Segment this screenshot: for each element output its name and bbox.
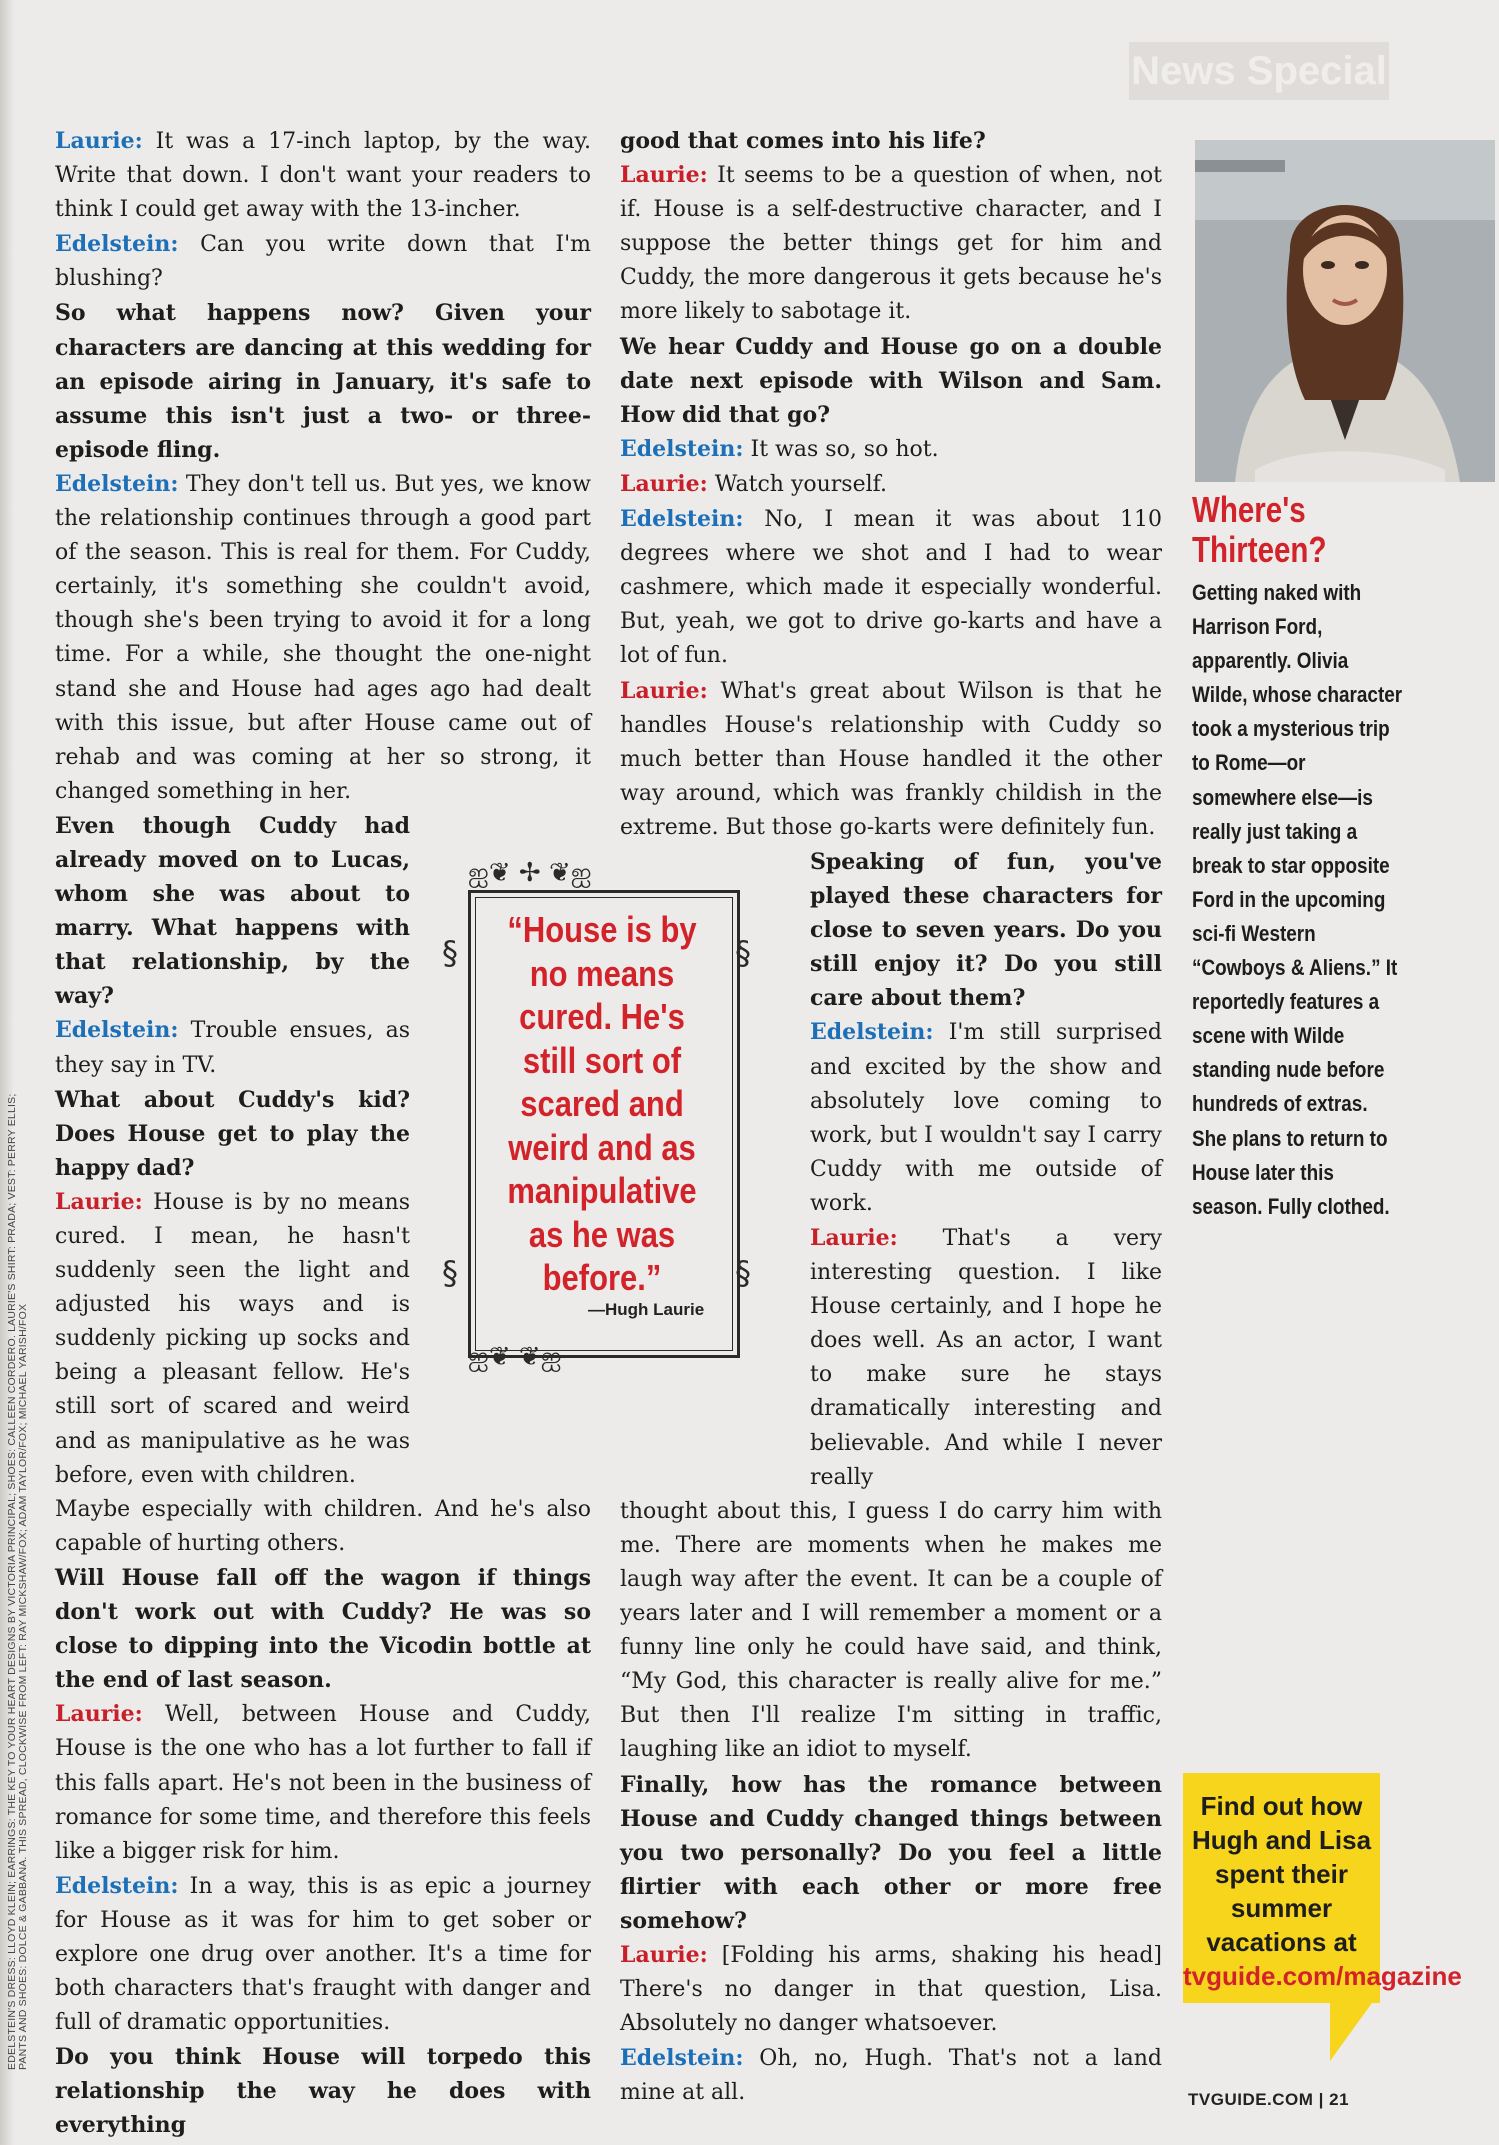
pull-quote (438, 860, 768, 1380)
section-tag: News Special (1129, 42, 1389, 100)
speaker-name: Edelstein: (55, 231, 179, 258)
speaker-name: Laurie: (55, 128, 143, 154)
answer-text: Oh, no, Hugh. That's not a land mine at all. (620, 2046, 1162, 2106)
speaker-name: Edelstein: (620, 435, 744, 462)
speaker-name: Edelstein: (55, 1017, 179, 1044)
answer-text: In a way, this is as epic a journey for House as it was for him to get sober or explore one drug over another. It's a time for both characters that's fraught with danger and full of dramatic opportunities. (55, 1873, 591, 2036)
answer-text: That's a very interesting question. I like House certainly, and I hope he does well. As an actor, I want to make sure he stays dramatically interesting and believable. And while I never really (810, 1226, 1162, 1490)
interview-question: Will House fall off the wagon if things don't work out with Cuddy? He was so close to dipping into the Vicodin bottle at the end of last season. (55, 1564, 591, 1694)
interview-question: Even though Cuddy had already moved on to Lucas, whom she was about to marry. What happens with that relationship, by the way? (55, 812, 410, 1010)
speaker-name: Edelstein: (810, 1019, 934, 1046)
answer-text: Can you write down that I'm blushing? (55, 232, 591, 292)
answer-text: It was so, so hot. (750, 436, 939, 462)
interview-answer (620, 467, 1162, 502)
answer-text: Trouble ensues, as they say in TV. (55, 1018, 410, 1078)
interview-answer (55, 1697, 591, 1868)
portrait-illustration (1195, 140, 1495, 482)
sidebar-box (1192, 490, 1407, 1224)
answer-text: [Folding his arms, shaking his head] There's no danger in that question, Lisa. Absolutely no danger whatsoever. (620, 1942, 1162, 2037)
speaker-name: Laurie: (55, 1701, 143, 1728)
answer-text: It was a 17-inch laptop, by the way. Write that down. I don't want your readers to think I could get away with the 13-incher. (55, 129, 591, 223)
interview-question: So what happens now? Given your characters are dancing at this wedding for an episode airing in January, it's safe to assume this isn't just a two- or three-episode fling. (55, 300, 591, 463)
answer-text: Maybe especially with children. And he's also capable of hurting others. (55, 1496, 591, 1556)
interview-question: We hear Cuddy and House go on a double date next episode with Wilson and Sam. How did that go? (620, 333, 1162, 428)
speaker-name: Laurie: (55, 1188, 143, 1215)
pull-quote-text: “House is by no means cured. He's still sort of scared and weird and as manipulative as he was before.” (507, 909, 697, 1298)
interview-question: Speaking of fun, you've played these characters for close to seven years. Do you still enjoy it? Do you still care about them? (810, 848, 1162, 1012)
photo-credit-text: EDELSTEIN'S DRESS: LLOYD KLEIN; EARRINGS: THE KEY TO YOUR HEART DESIGNS BY VICTORIA PRINCIPAL; SHOES: CALLEEN CORDERO. LAURIE'S SHIRT: PRADA; VEST: PERRY ELLIS; PANTS AND SHOES: DOLCE & GABBANA. THIS SPREAD, CLOCKWISE FROM LEFT: RAY MICKSHAW/FOX; ADAM TAYLOR/FOX; MICHAEL YARISH/FOX (6, 1093, 29, 2070)
scroll-ornament-icon: ஐ❦ ❦ஐ (468, 1342, 562, 1372)
speaker-name: Edelstein: (620, 506, 744, 533)
interview-answer (810, 1221, 1162, 1495)
page-folio: TVGUIDE.COM | 21 (1188, 2090, 1350, 2109)
col1-wrap-around-pullquote (55, 809, 410, 1493)
promo-link[interactable]: tvguide.com/magazine (1183, 1961, 1462, 1991)
promo-callout (1183, 1773, 1462, 2003)
interview-answer (810, 1015, 1162, 1221)
sidebar-title: Where's Thirteen? (1192, 489, 1327, 570)
olivia-wilde-photo (1195, 140, 1495, 482)
interview-question: What about Cuddy's kid? Does House get to play the happy dad? (55, 1086, 410, 1181)
answer-text: Well, between House and Cuddy, House is the one who has a lot further to fall if this falls apart. He's not been in the business of romance for some time, and therefore this feels like a bigger risk for him. (55, 1702, 591, 1864)
answer-text: House is by no means cured. I mean, he hasn't suddenly seen the light and adjusted his ways and is suddenly picking up socks and being a pleasant fellow. He's still sort of scared and weird and as manipulative as he was before, even with children. (55, 1189, 411, 1488)
scroll-ornament-icon: § (442, 1254, 458, 1292)
scroll-ornament-icon: ஐ❦ ✢ ❦ஐ (468, 858, 592, 888)
interview-answer (55, 1493, 591, 1561)
col2-tail (620, 1495, 1162, 2111)
answer-text: No, I mean it was about 110 degrees where we shot and I had to wear cashmere, which made it especially wonderful. But, yeah, we got to drive go-karts and have a lot of fun. (620, 507, 1162, 669)
interview-answer (620, 502, 1162, 673)
interview-answer (55, 227, 591, 296)
scroll-ornament-icon: § (735, 934, 751, 972)
interview-answer (620, 1938, 1162, 2041)
speaker-name: Edelstein: (55, 470, 179, 497)
speaker-name: Laurie: (620, 677, 708, 704)
col1-tail (55, 1493, 591, 2143)
interview-answer (620, 158, 1162, 329)
speaker-name: Laurie: (810, 1225, 898, 1251)
interview-answer (55, 1185, 410, 1493)
interview-question: good that comes into his life? (620, 128, 986, 154)
interview-answer (55, 124, 591, 227)
answer-text: It seems to be a question of when, not if. House is a self-destructive character, and I suppose the better things get for him and Cuddy, the more dangerous it gets because he's more likely to sabotage it. (620, 163, 1162, 325)
scroll-ornament-icon: § (442, 934, 458, 972)
answer-text: Watch yourself. (714, 471, 887, 497)
interview-answer (620, 2041, 1162, 2110)
photo-credit (4, 1070, 29, 2070)
speaker-name: Edelstein: (55, 1872, 179, 1899)
interview-answer (620, 674, 1162, 845)
interview-answer (55, 1013, 410, 1082)
col2-wrap-around-pullquote (810, 845, 1162, 1495)
interview-answer (620, 1495, 1162, 1768)
promo-text-wrap (1183, 1789, 1462, 1993)
speaker-name: Laurie: (620, 470, 708, 497)
promo-text: Find out how Hugh and Lisa spent their summer vacations at (1191, 1791, 1372, 1957)
col1-top (55, 124, 591, 809)
pull-quote-attribution: —Hugh Laurie (588, 1300, 705, 1319)
scroll-ornament-icon: § (735, 1254, 751, 1292)
interview-answer (620, 432, 1162, 467)
sidebar-body: Getting naked with Harrison Ford, apparently. Olivia Wilde, whose character took a mysterious trip to Rome—or somewhere else—is really just taking a break to star opposite Ford in the upcoming sci-fi Western “Cowboys & Aliens.” It reportedly features a scene with Wilde standing nude before hundreds of extras. She plans to return to House later this season. Fully clothed. (1192, 580, 1403, 1219)
answer-text: thought about this, I guess I do carry him with me. There are moments when he makes me laugh way after the event. It can be a couple of years later and I will remember a moment or a funny line only he could have said, and think, “My God, this character is really alive for me.” But then I'll realize I'm sitting in traffic, laughing like an idiot to myself. (620, 1498, 1162, 1763)
interview-answer (55, 1869, 591, 2040)
interview-answer (55, 467, 591, 809)
speaker-name: Laurie: (620, 1941, 708, 1968)
col2-top (620, 124, 1162, 845)
speaker-name: Laurie: (620, 162, 708, 189)
speaker-name: Edelstein: (620, 2045, 744, 2072)
answer-text: I'm still surprised and excited by the show and absolutely love coming to work, but I wouldn't say I carry Cuddy with me outside of work. (810, 1020, 1162, 1216)
answer-text: What's great about Wilson is that he handles House's relationship with Cuddy so much better than House handled it the other way around, which was frankly childish in the extreme. But those go-karts were definitely fun. (620, 678, 1162, 840)
interview-question: Do you think House will torpedo this relationship the way he does with everything (55, 2044, 591, 2139)
interview-question: Finally, how has the romance between House and Cuddy changed things between you two personally? Do you feel a little flirtier with each other or more free somehow? (620, 1771, 1162, 1934)
answer-text: They don't tell us. But yes, we know the relationship continues through a good part of the season. This is real for them. For Cuddy, certainly, it's something she couldn't avoid, though she's been trying to avoid it for a long time. For a while, she thought the one-night stand she and House had ages ago had dealt with this issue, but after House came out of rehab and was coming at her so strong, it changed something in her. (55, 471, 591, 804)
